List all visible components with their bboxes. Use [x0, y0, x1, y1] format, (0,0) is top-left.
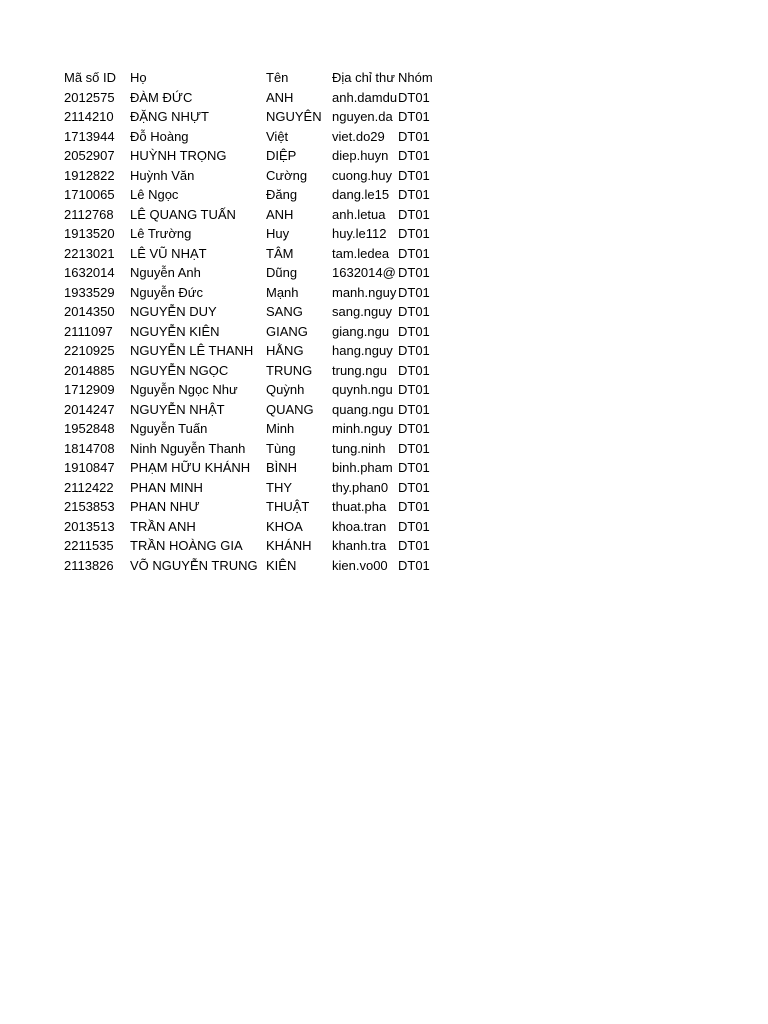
cell-id[interactable]: 1713944 [64, 128, 115, 144]
cell-mail[interactable]: hang.nguy [332, 343, 393, 358]
cell-id[interactable]: 2211535 [64, 538, 114, 553]
cell-mail[interactable]: sang.nguy [332, 304, 392, 319]
cell-mail[interactable]: quang.ngu [332, 401, 394, 417]
cell-ten[interactable]: THUẬT [266, 499, 310, 514]
cell-ho[interactable]: Nguyễn Anh [130, 265, 201, 280]
cell-ten[interactable]: KHÁNH [266, 538, 312, 553]
header-nhom[interactable]: Nhóm [398, 70, 433, 85]
cell-id[interactable]: 1814708 [64, 440, 115, 456]
table-row [64, 556, 442, 576]
cell-id[interactable]: 2112422 [64, 479, 114, 495]
cell-ho[interactable]: Nguyễn Đức [130, 284, 204, 300]
cell-ten[interactable]: DIỆP [266, 148, 297, 163]
cell-mail[interactable]: tung.ninh [332, 440, 386, 456]
cell-ho[interactable]: VÕ NGUYỄN TRUNG [130, 557, 258, 573]
cell-ho[interactable]: Lê Ngọc [130, 187, 179, 202]
cell-ho[interactable]: TRẦN HOÀNG GIA [130, 538, 243, 553]
table-row [64, 536, 442, 556]
header-row [64, 68, 442, 88]
table-row [64, 185, 442, 205]
cell-ho[interactable]: HUỲNH TRỌNG [130, 148, 227, 163]
cell-ten[interactable]: QUANG [266, 401, 314, 417]
cell-mail[interactable]: viet.do29 [332, 128, 385, 144]
cell-id[interactable]: 2153853 [64, 499, 115, 514]
table-row [64, 458, 442, 478]
header-id[interactable]: Mã số ID [64, 70, 117, 85]
cell-ten[interactable]: SANG [266, 304, 303, 319]
table-row [64, 88, 442, 108]
cell-nhom[interactable]: DT01 [398, 148, 430, 163]
cell-nhom[interactable]: DT01 [398, 206, 430, 222]
cell-nhom[interactable]: DT01 [398, 518, 430, 534]
table-row [64, 127, 442, 147]
table-row [64, 146, 442, 166]
header-ten[interactable]: Tên [266, 70, 289, 85]
cell-ten[interactable]: Minh [266, 421, 295, 436]
cell-ten[interactable]: GIANG [266, 323, 308, 339]
cell-mail[interactable]: trung.ngu [332, 362, 387, 378]
cell-id[interactable]: 2013513 [64, 518, 115, 534]
cell-id[interactable]: 2014247 [64, 401, 115, 417]
cell-nhom[interactable]: DT01 [398, 343, 430, 358]
cell-ten[interactable]: KIÊN [266, 557, 297, 573]
cell-nhom[interactable]: DT01 [398, 187, 430, 202]
cell-ten[interactable]: Đăng [266, 187, 298, 202]
cell-mail[interactable]: giang.ngu [332, 323, 390, 339]
cell-ho[interactable]: LÊ QUANG TUẤN [130, 206, 236, 222]
cell-id[interactable]: 2012575 [64, 89, 115, 105]
cell-id[interactable]: 2113826 [64, 557, 114, 573]
cell-mail[interactable]: anh.letua [332, 206, 386, 222]
cell-nhom[interactable]: DT01 [398, 265, 430, 280]
cell-mail[interactable]: dang.le15 [332, 187, 390, 202]
table-row [64, 400, 442, 420]
cell-nhom[interactable]: DT01 [398, 226, 430, 241]
cell-ten[interactable]: THY [266, 479, 292, 495]
cell-ten[interactable]: Việt [266, 128, 289, 144]
cell-id[interactable]: 1933529 [64, 284, 115, 300]
cell-ho[interactable]: ĐẶNG NHỰT [130, 109, 209, 124]
cell-ho[interactable]: Huỳnh Văn [130, 167, 195, 183]
table-row [64, 380, 442, 400]
header-mail[interactable]: Địa chỉ thư [332, 70, 395, 85]
cell-mail[interactable]: manh.nguy [332, 284, 397, 300]
spreadsheet-sheet [64, 68, 442, 575]
cell-mail[interactable]: huy.le112 [332, 226, 387, 241]
cell-id[interactable]: 2114210 [64, 109, 114, 124]
cell-nhom[interactable]: DT01 [398, 109, 430, 124]
cell-nhom[interactable]: DT01 [398, 382, 430, 397]
cell-ten[interactable]: HẰNG [266, 343, 304, 358]
cell-mail[interactable]: minh.nguy [332, 421, 392, 436]
cell-ho[interactable]: Lê Trường [130, 226, 192, 241]
table-row [64, 361, 442, 381]
table-row [64, 478, 442, 498]
table-row [64, 244, 442, 264]
cell-nhom[interactable]: DT01 [398, 128, 430, 144]
cell-mail[interactable]: cuong.huy [332, 167, 392, 183]
table-row [64, 224, 442, 244]
cell-ho[interactable]: NGUYỄN NHẬT [130, 401, 225, 417]
table-row [64, 205, 442, 225]
cell-mail[interactable]: diep.huyn [332, 148, 389, 163]
cell-id[interactable]: 2014885 [64, 362, 115, 378]
cell-ten[interactable]: ANH [266, 206, 294, 222]
cell-mail[interactable]: nguyen.da [332, 109, 393, 124]
cell-id[interactable]: 1710065 [64, 187, 115, 202]
cell-mail[interactable]: binh.pham [332, 460, 393, 475]
cell-ho[interactable]: NGUYỄN LÊ THANH [130, 343, 254, 358]
cell-ten[interactable]: NGUYÊN [266, 109, 322, 124]
cell-ten[interactable]: ANH [266, 89, 294, 105]
table-row [64, 419, 442, 439]
cell-ho[interactable]: PHAN NHƯ [130, 499, 200, 514]
cell-mail[interactable]: kien.vo00 [332, 557, 388, 573]
cell-nhom[interactable]: DT01 [398, 323, 430, 339]
cell-ten[interactable]: Cường [266, 167, 308, 183]
cell-id[interactable]: 1712909 [64, 382, 115, 397]
cell-ho[interactable]: Nguyễn Tuấn [130, 421, 208, 436]
cell-ho[interactable]: Nguyễn Ngọc Như [130, 382, 238, 397]
cell-nhom[interactable]: DT01 [398, 499, 430, 514]
cell-mail[interactable]: anh.damdu [332, 89, 398, 105]
table-row [64, 263, 442, 283]
table-row [64, 439, 442, 459]
cell-mail[interactable]: khoa.tran [332, 518, 387, 534]
cell-nhom[interactable]: DT01 [398, 362, 430, 378]
cell-nhom[interactable]: DT01 [398, 304, 430, 319]
table-row [64, 166, 442, 186]
cell-id[interactable]: 2210925 [64, 343, 115, 358]
cell-nhom[interactable]: DT01 [398, 440, 430, 456]
cell-ten[interactable]: KHOA [266, 518, 303, 534]
cell-ho[interactable]: PHAN MINH [130, 479, 203, 495]
cell-id[interactable]: 2052907 [64, 148, 115, 163]
table-row [64, 302, 442, 322]
student-table [64, 68, 442, 575]
cell-mail[interactable]: 1632014@ [332, 265, 396, 280]
cell-id[interactable]: 1912822 [64, 167, 115, 183]
cell-ho[interactable]: PHẠM HỮU KHÁNH [130, 460, 251, 475]
cell-ten[interactable]: Mạnh [266, 284, 299, 300]
cell-ten[interactable]: TRUNG [266, 362, 313, 378]
table-row [64, 283, 442, 303]
cell-ho[interactable]: Ninh Nguyễn Thanh [130, 440, 246, 456]
cell-ten[interactable]: Quỳnh [266, 382, 305, 397]
table-body [64, 88, 442, 576]
cell-ho[interactable]: LÊ VŨ NHẠT [130, 245, 207, 261]
cell-ten[interactable]: BÌNH [266, 460, 298, 475]
cell-nhom[interactable]: DT01 [398, 421, 430, 436]
cell-mail[interactable]: thuat.pha [332, 499, 387, 514]
table-row [64, 107, 442, 127]
table-row [64, 341, 442, 361]
cell-id[interactable]: 2213021 [64, 245, 115, 261]
cell-id[interactable]: 1632014 [64, 265, 115, 280]
cell-id[interactable]: 2112768 [64, 206, 114, 222]
cell-ho[interactable]: TRẦN ANH [130, 518, 196, 534]
cell-ten[interactable]: Huy [266, 226, 290, 241]
cell-ho[interactable]: Đỗ Hoàng [130, 128, 189, 144]
cell-ten[interactable]: TÂM [266, 245, 294, 261]
cell-id[interactable]: 2014350 [64, 304, 115, 319]
cell-ten[interactable]: Tùng [266, 440, 296, 456]
cell-ten[interactable]: Dũng [266, 265, 298, 280]
cell-nhom[interactable]: DT01 [398, 479, 430, 495]
table-row [64, 497, 442, 517]
cell-mail[interactable]: quynh.ngu [332, 382, 393, 397]
cell-mail[interactable]: khanh.tra [332, 538, 387, 553]
cell-nhom[interactable]: DT01 [398, 401, 430, 417]
cell-mail[interactable]: tam.ledea [332, 245, 390, 261]
cell-mail[interactable]: thy.phan0 [332, 479, 389, 495]
cell-id[interactable]: 1952848 [64, 421, 115, 436]
cell-ho[interactable]: ĐÀM ĐỨC [130, 89, 193, 105]
cell-nhom[interactable]: DT01 [398, 167, 430, 183]
cell-nhom[interactable]: DT01 [398, 245, 430, 261]
cell-ho[interactable]: NGUYỄN NGỌC [130, 362, 229, 378]
cell-ho[interactable]: NGUYỄN DUY [130, 304, 217, 319]
cell-nhom[interactable]: DT01 [398, 89, 430, 105]
cell-nhom[interactable]: DT01 [398, 460, 430, 475]
cell-nhom[interactable]: DT01 [398, 538, 430, 553]
cell-nhom[interactable]: DT01 [398, 557, 430, 573]
header-ho[interactable]: Họ [130, 70, 147, 85]
cell-nhom[interactable]: DT01 [398, 284, 430, 300]
cell-id[interactable]: 1910847 [64, 460, 115, 475]
cell-ho[interactable]: NGUYỄN KIÊN [130, 323, 220, 339]
cell-id[interactable]: 1913520 [64, 226, 115, 241]
table-row [64, 322, 442, 342]
table-row [64, 517, 442, 537]
cell-id[interactable]: 2111097 [64, 323, 113, 339]
